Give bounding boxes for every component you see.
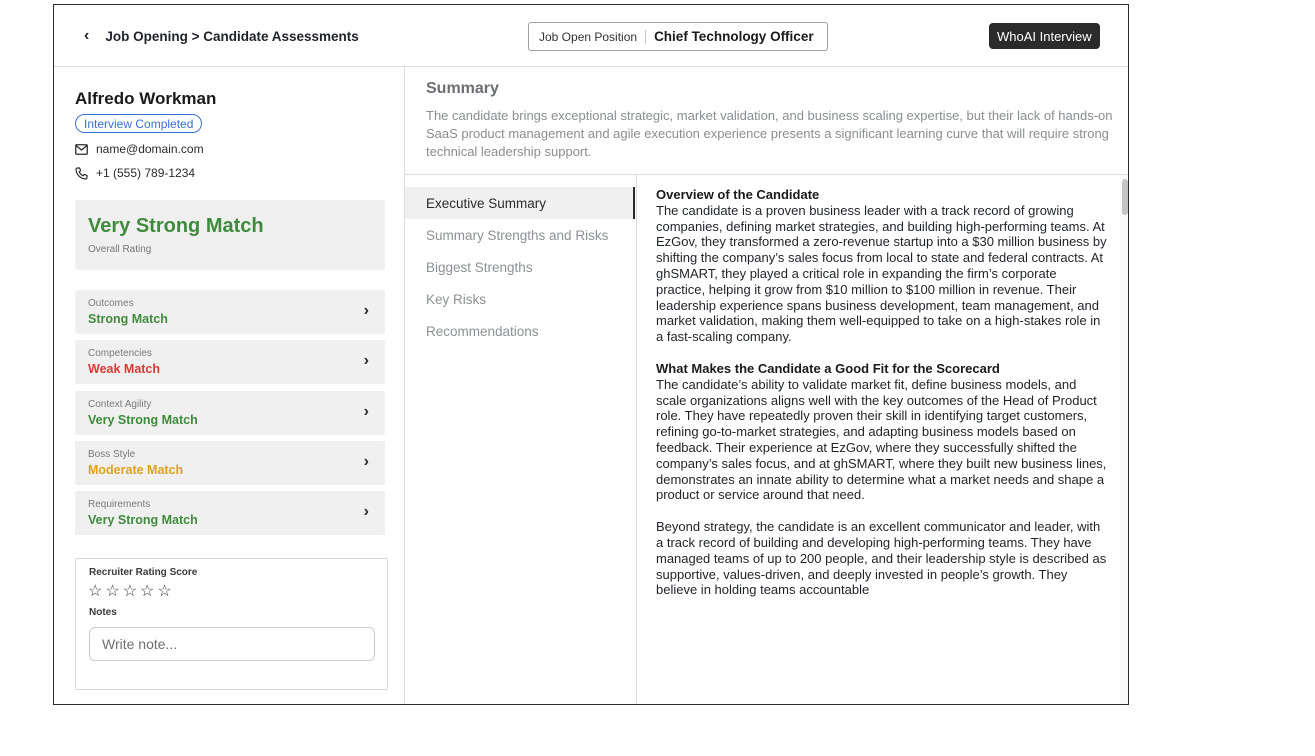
candidate-email — [75, 142, 204, 156]
category-label: Boss Style — [88, 449, 136, 460]
overall-label: Overall Rating — [88, 244, 152, 255]
nav-recommendations[interactable]: Recommendations — [426, 323, 539, 339]
chevron-right-icon[interactable]: › — [363, 403, 369, 420]
status-badge: Interview Completed — [75, 114, 202, 133]
breadcrumb[interactable]: Job Opening > Candidate Assessments — [105, 28, 359, 44]
paragraph: The candidate’s ability to validate market fit, define business models, and scale organizations aligns well with the key outcomes of the Head of Product role. They have repeatedly proven their skill in identifying target customers, refining go-to-market strategies, and adapting business models based on feedback. Their experience at EzGov, where they successfully shifted the company’s sales focus, and at ghSMART, where they built new business lines, demonstrates an innate ability to determine what a market needs and shape a product or service around that need. — [656, 376, 1107, 503]
recruiter-rating-panel — [75, 558, 388, 690]
category-context-agility[interactable] — [75, 391, 385, 435]
section-heading: What Makes the Candidate a Good Fit for the Scorecard — [656, 360, 1000, 376]
category-label: Context Agility — [88, 399, 152, 410]
paragraph: Beyond strategy, the candidate is an excellent communicator and leader, with a track record of building and developing high-performing teams. They have managed teams of up to 200 people, and their leadership style is described as supportive, values-driven, and deeply invested in people’s growth. They believe in holding teams accountable — [656, 519, 1107, 598]
category-label: Competencies — [88, 348, 152, 359]
chevron-left-icon[interactable]: ‹ — [84, 27, 90, 44]
phone-icon — [75, 167, 90, 180]
category-label: Requirements — [88, 499, 151, 510]
scrollbar-thumb[interactable] — [1122, 179, 1128, 215]
section-heading: Overview of the Candidate — [656, 187, 820, 202]
category-value: Very Strong Match — [88, 513, 198, 527]
phone-text: +1 (555) 789-1234 — [96, 166, 196, 180]
category-value: Weak Match — [88, 362, 161, 376]
divider — [645, 30, 646, 44]
mail-icon — [75, 144, 90, 155]
category-requirements[interactable] — [75, 491, 385, 535]
executive-summary-article — [636, 175, 1129, 705]
category-value: Strong Match — [88, 312, 168, 326]
candidate-name: Alfredo Workman — [75, 89, 217, 108]
nav-biggest-strengths[interactable]: Biggest Strengths — [426, 259, 533, 275]
whoai-interview-button[interactable]: WhoAI Interview — [989, 23, 1100, 49]
chevron-right-icon[interactable]: › — [363, 453, 369, 470]
star-rating[interactable] — [88, 583, 172, 601]
job-position-selector[interactable] — [528, 22, 828, 51]
scrollbar[interactable] — [1120, 175, 1129, 705]
paragraph: The candidate is a proven business leader with a track record of growing companies, defining market strategies, and building high-performing teams. At EzGov, they transformed a zero-revenue startup into a $30 million business by shifting the company’s sales focus from local to state and federal contracts. At ghSMART, they played a critical role in expanding the firm’s corporate practice, helping it grow from $10 million to $100 million in revenue. Their leadership experience spans business development, team management, and market validation, making them well-equipped to take on a high-stakes role in a fast-scaling company. — [656, 202, 1107, 345]
assessment-content — [405, 174, 1129, 705]
category-competencies[interactable] — [75, 340, 385, 384]
category-label: Outcomes — [88, 298, 134, 309]
note-input[interactable] — [89, 627, 375, 661]
chevron-right-icon[interactable]: › — [363, 503, 369, 520]
nav-summary-strengths-risks[interactable]: Summary Strengths and Risks — [426, 227, 609, 243]
assessment-main — [405, 67, 1129, 705]
candidate-phone — [75, 166, 195, 180]
category-boss-style[interactable] — [75, 441, 385, 485]
app-window — [53, 4, 1129, 705]
top-bar — [54, 5, 1128, 67]
category-value: Very Strong Match — [88, 413, 198, 427]
star-icon[interactable]: ☆ — [157, 583, 172, 600]
category-outcomes[interactable] — [75, 290, 385, 334]
notes-label: Notes — [89, 607, 117, 618]
candidate-sidebar — [54, 67, 405, 705]
overall-rating-card — [75, 200, 385, 270]
category-value: Moderate Match — [88, 463, 184, 477]
star-icon[interactable]: ☆ — [88, 583, 103, 600]
star-icon[interactable]: ☆ — [140, 583, 155, 600]
section-nav — [405, 175, 635, 705]
chevron-right-icon[interactable]: › — [363, 352, 369, 369]
position-label: Job Open Position — [539, 29, 638, 44]
star-icon[interactable]: ☆ — [122, 583, 138, 600]
nav-executive-summary[interactable]: Executive Summary — [405, 187, 635, 219]
star-icon[interactable]: ☆ — [105, 583, 120, 600]
overall-match: Very Strong Match — [88, 215, 264, 237]
email-text: name@domain.com — [96, 142, 204, 156]
article-body — [656, 187, 1108, 598]
chevron-right-icon[interactable]: › — [363, 302, 369, 319]
rating-title: Recruiter Rating Score — [89, 567, 198, 578]
summary-title: Summary — [426, 80, 499, 97]
nav-key-risks[interactable]: Key Risks — [426, 291, 487, 307]
summary-text: The candidate brings exceptional strategic, market validation, and business scaling expertise, but their lack of hands-on SaaS product management and agile execution experience presents a significant learning curve that will require strong technical leadership support. — [426, 108, 1113, 159]
back-breadcrumb[interactable] — [84, 27, 359, 45]
position-value: Chief Technology Officer — [654, 29, 814, 44]
